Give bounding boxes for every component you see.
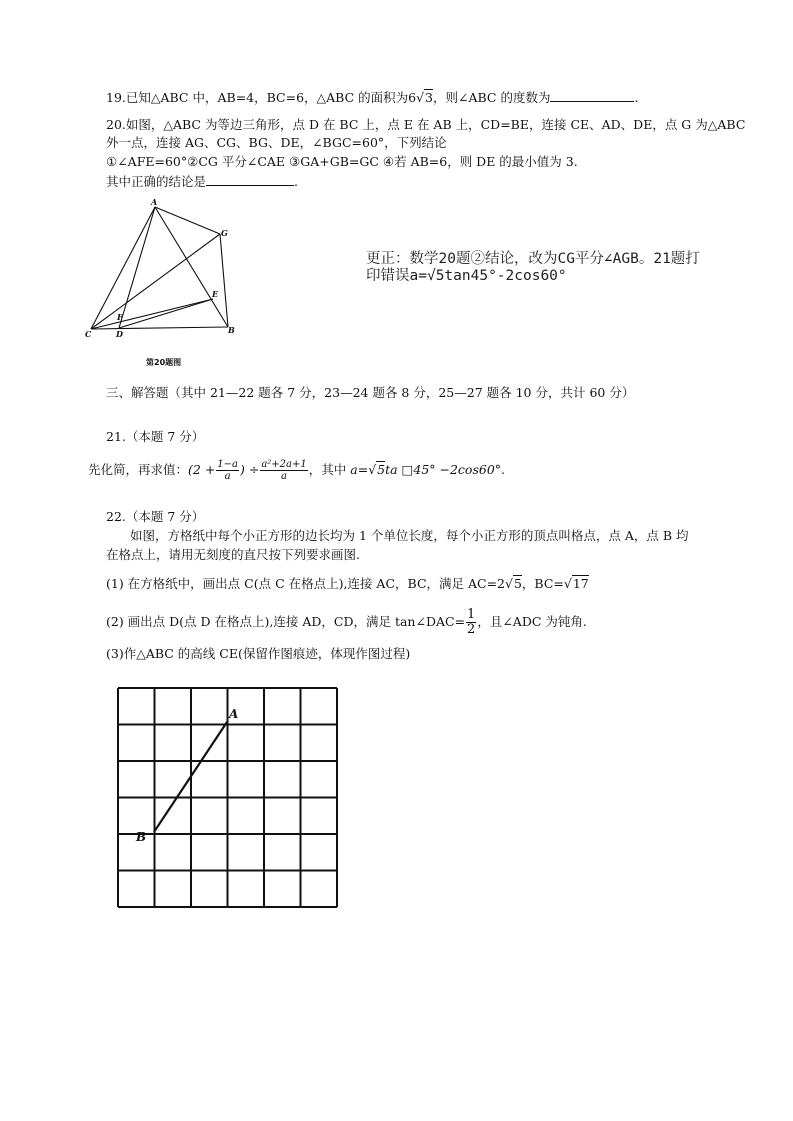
q20-figure bbox=[82, 196, 252, 346]
q21-lead: 先化简，再求值： bbox=[88, 462, 189, 477]
q19-text-b: ，则∠ABC 的度数为 bbox=[433, 90, 551, 105]
q22-title: 22.（本题 7 分） bbox=[106, 509, 205, 524]
q22-part2-numerator: 1 bbox=[467, 607, 476, 622]
q21-title: 21.（本题 7 分） bbox=[106, 429, 205, 444]
q20-line4-end: . bbox=[294, 174, 298, 189]
q22-part1-radicand-1: 5 bbox=[513, 576, 522, 591]
q22-part1-radicand-2: 17 bbox=[572, 576, 589, 591]
q20-answer-blank[interactable] bbox=[206, 173, 294, 186]
q21-expr-open: (2 + bbox=[188, 462, 216, 477]
grid-label-B: B bbox=[136, 830, 147, 844]
q19-answer-blank[interactable] bbox=[550, 89, 634, 102]
q22-part2-denominator: 2 bbox=[467, 622, 476, 637]
q22-part2-text-b: ，且∠ADC 为钝角. bbox=[477, 614, 587, 629]
q22-grid-figure[interactable] bbox=[114, 684, 338, 908]
edge-CB bbox=[91, 327, 228, 329]
label-G: G bbox=[221, 228, 228, 238]
edge-AD bbox=[119, 207, 155, 328]
label-D: D bbox=[116, 329, 123, 339]
q19-area-coef: 6 bbox=[408, 90, 417, 105]
edge-GB bbox=[220, 234, 228, 327]
q20-figure-caption: 第20题图 bbox=[146, 358, 182, 367]
q19-area-radicand: 3 bbox=[425, 90, 433, 105]
q20-line-4 bbox=[106, 173, 298, 190]
q19-end: . bbox=[634, 90, 639, 105]
q22-intro-2: 在格点上，请用无刻度的直尺按下列要求画图. bbox=[106, 547, 360, 562]
edge-AG bbox=[155, 207, 220, 234]
q21-sqrt5: 5 bbox=[377, 462, 386, 477]
q21-fraction-1 bbox=[216, 459, 239, 482]
correction-note-line-2: 印错误a=√5tan45°-2cos60° bbox=[366, 268, 567, 284]
q22-part-1: (1) 在方格纸中，画出点 C(点 C 在格点上),连接 AC，BC，满足 AC=2√5，BC=√17 bbox=[106, 576, 589, 591]
label-E: E bbox=[212, 289, 219, 299]
question-19: 19.已知△ABC 中，AB=4，BC=6，△ABC 的面积为6√3，则∠ABC 的度数为 . bbox=[106, 90, 639, 105]
q20-line-3: ①∠AFE=60°②CG 平分∠CAE ③GA+GB=GC ④若 AB=6，则 DE 的最小值为 3. bbox=[106, 154, 578, 169]
q22-part1-text-a: (1) 在方格纸中，画出点 C(点 C 在格点上),连接 AC，BC，满足 AC=2 bbox=[106, 576, 505, 591]
q20-conclusion-label: 其中正确的结论是 bbox=[106, 174, 207, 189]
section-3-heading: 三、解答题（其中 21—22 题各 7 分，23—24 题各 8 分，25—27 题各 10 分，共计 60 分） bbox=[106, 385, 635, 400]
q22-part1-text-b: ，BC= bbox=[521, 576, 564, 591]
edge-AC bbox=[91, 207, 155, 329]
q21-frac2-numerator: a²+2a+1 bbox=[261, 459, 307, 470]
q21-frac1-numerator: 1−a bbox=[217, 459, 238, 470]
q22-part-3: (3)作△ABC 的高线 CE(保留作图痕迹，体现作图过程) bbox=[106, 646, 411, 661]
q19-text-a: 19.已知△ABC 中，AB=4，BC=6，△ABC 的面积为 bbox=[106, 90, 409, 105]
q21-frac2-denominator: a bbox=[281, 471, 288, 482]
q22-part2-fraction bbox=[466, 608, 476, 637]
q22-intro-1: 如图，方格纸中每个小正方形的边长均为 1 个单位长度，每个小正方形的顶点叫格点，点 A，点 B 均 bbox=[130, 528, 689, 543]
q21-fraction-2 bbox=[260, 459, 307, 482]
label-F: F bbox=[117, 312, 123, 322]
q20-line-1: 20.如图，△ABC 为等边三角形，点 D 在 BC 上，点 E 在 AB 上，CD=BE，连接 CE、AD、DE，点 G 为△ABC bbox=[106, 117, 746, 132]
label-C: C bbox=[85, 329, 92, 339]
q21-where: ，其中 bbox=[308, 462, 347, 477]
q21-tail: ta □45° −2cos60°. bbox=[385, 462, 505, 477]
correction-note-line-1: 更正：数学20题②结论，改为CG平分∠AGB。21题打 bbox=[366, 251, 700, 267]
q21-expr-close: ) ÷ bbox=[240, 462, 260, 477]
label-B: B bbox=[228, 325, 235, 335]
q21-expression: 先化简，再求值：(2 + $\frac{1-a}{a}$ ) ÷ $\frac{\text{a²+2a+1}}{a}$ ，其中 a=√5ta □45° −2cos60°. bbox=[88, 459, 505, 482]
q21-frac1-denominator: a bbox=[224, 471, 231, 482]
edge-DE bbox=[119, 299, 213, 328]
q20-line-2: 外一点，连接 AG、CG、BG、DE，∠BGC=60°，下列结论 bbox=[106, 135, 447, 150]
grid-label-A: A bbox=[229, 707, 239, 721]
edge-AB bbox=[155, 207, 228, 327]
q21-a-eq: a= bbox=[350, 462, 369, 477]
q22-part2-text-a: (2) 画出点 D(点 D 在格点上),连接 AD，CD，满足 tan∠DAC= bbox=[106, 614, 466, 629]
q22-part-2 bbox=[106, 606, 587, 638]
edge-CE bbox=[91, 299, 213, 329]
label-A: A bbox=[151, 197, 158, 207]
